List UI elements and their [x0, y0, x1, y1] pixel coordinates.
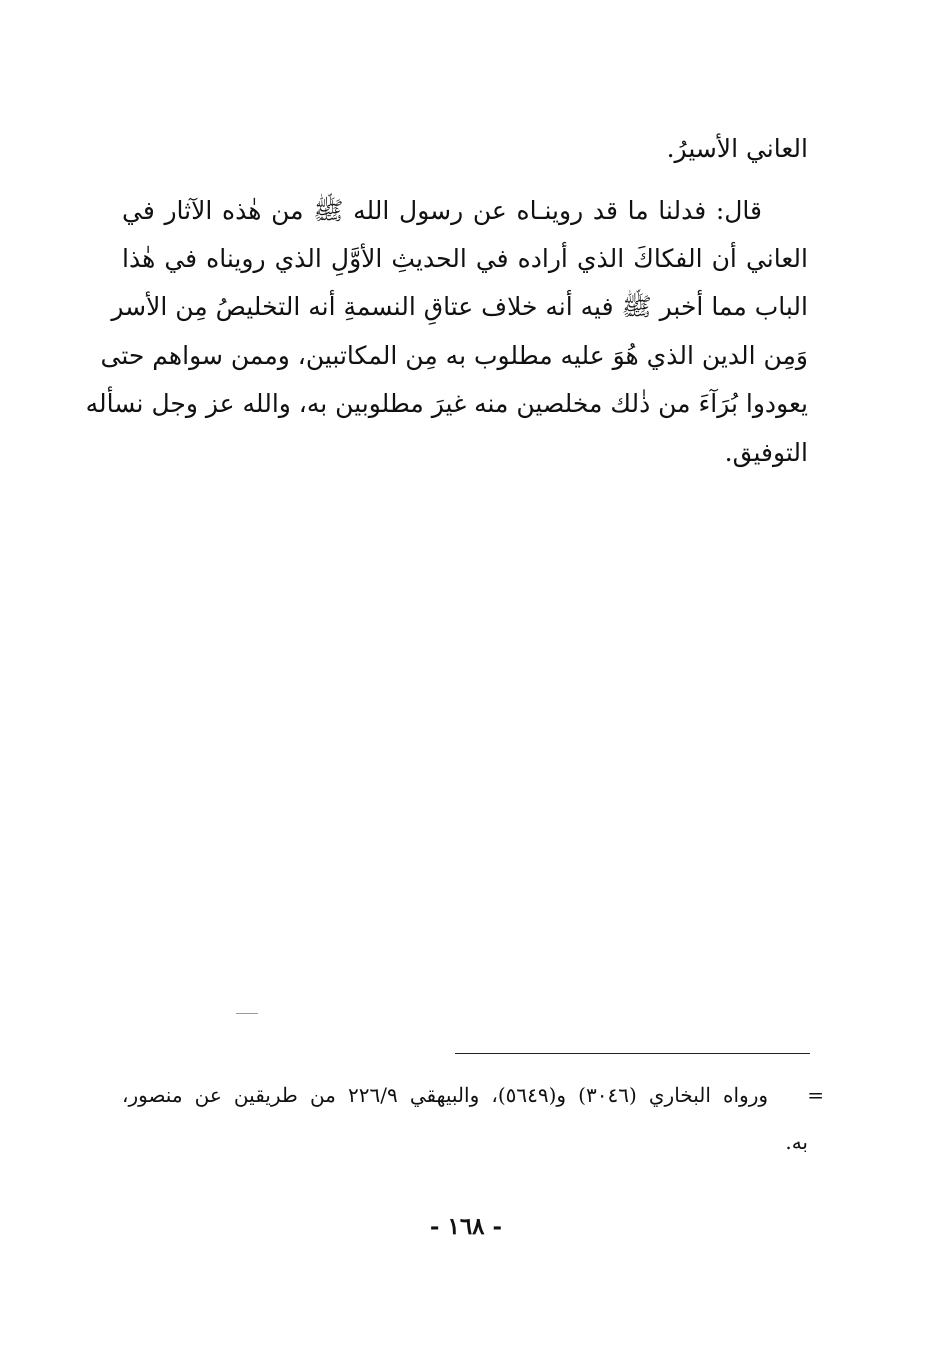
footnote-line: به. [785, 1130, 808, 1154]
scan-mark [236, 1013, 258, 1014]
footnote-line: ورواه البخاري (٣٠٤٦) و(٥٦٤٩)، والبيهقي ٢٢٦/٩ من طريقين عن منصور، [122, 1083, 769, 1107]
main-text-line: العاني الأسيرُ. [666, 134, 808, 163]
page-number: - ١٦٨ - [429, 1213, 503, 1240]
footnote-separator [455, 1053, 810, 1054]
main-text-line: العاني أن الفكاكَ الذي أراده في الحديثِ الأوَّلِ الذي رويناه في هٰذا [122, 244, 808, 273]
footnote-continuation-marker: = [807, 1083, 824, 1107]
main-text-line: التوفيق. [724, 438, 808, 467]
main-text-line: يعودوا بُرَآءَ من ذٰلك مخلصين منه غيرَ مطلوبين به، والله عز وجل نسأله [85, 389, 808, 418]
main-text-line: الباب مما أخبر ﷺ فيه أنه خلاف عتاقِ النسمةِ أنه التخليصُ مِن الأسر [111, 292, 808, 321]
main-text-line: وَمِن الدين الذي هُوَ عليه مطلوب به مِن المكاتبين، وممن سواهم حتى [100, 341, 808, 370]
main-text-line: قال: فدلنا ما قد روينـاه عن رسول الله ﷺ من هٰذه الآثار في [122, 196, 762, 225]
